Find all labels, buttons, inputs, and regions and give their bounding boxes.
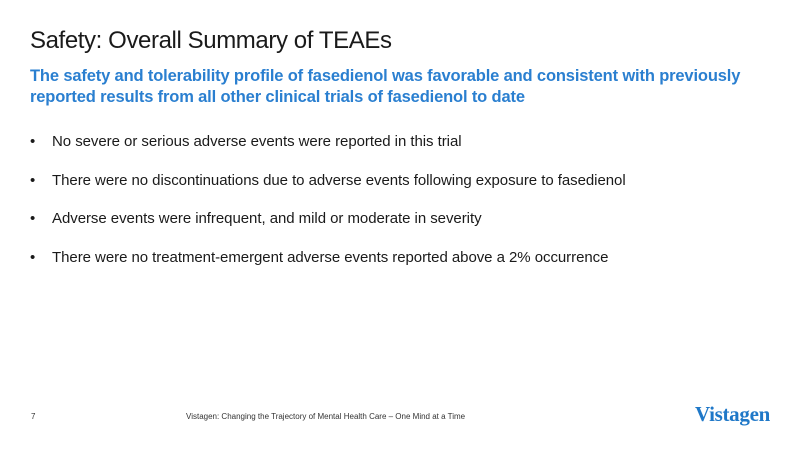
page-number: 7 (31, 412, 36, 421)
slide-subtitle: The safety and tolerability profile of fasedienol was favorable and consistent with previously reported results from all other clinical trials of fasedienol to date (30, 67, 741, 106)
footer-tagline: Vistagen: Changing the Trajectory of Mental Health Care – One Mind at a Time (186, 412, 466, 421)
slide-title: Safety: Overall Summary of TEAEs (30, 27, 392, 54)
bullet-icon: • (30, 171, 36, 189)
bullet-icon: • (30, 248, 36, 266)
bullet-icon: • (30, 210, 36, 227)
bullet-text: No severe or serious adverse events were reported in this trial (52, 133, 462, 150)
bullet-text: Adverse events were infrequent, and mild or moderate in severity (52, 210, 482, 227)
bullet-icon: • (30, 133, 36, 150)
bullet-text: There were no discontinuations due to adverse events following exposure to fasedienol (52, 171, 626, 189)
bullet-text: There were no treatment-emergent adverse events reported above a 2% occurrence (52, 248, 609, 266)
vistagen-logo: Vistagen (695, 402, 770, 426)
